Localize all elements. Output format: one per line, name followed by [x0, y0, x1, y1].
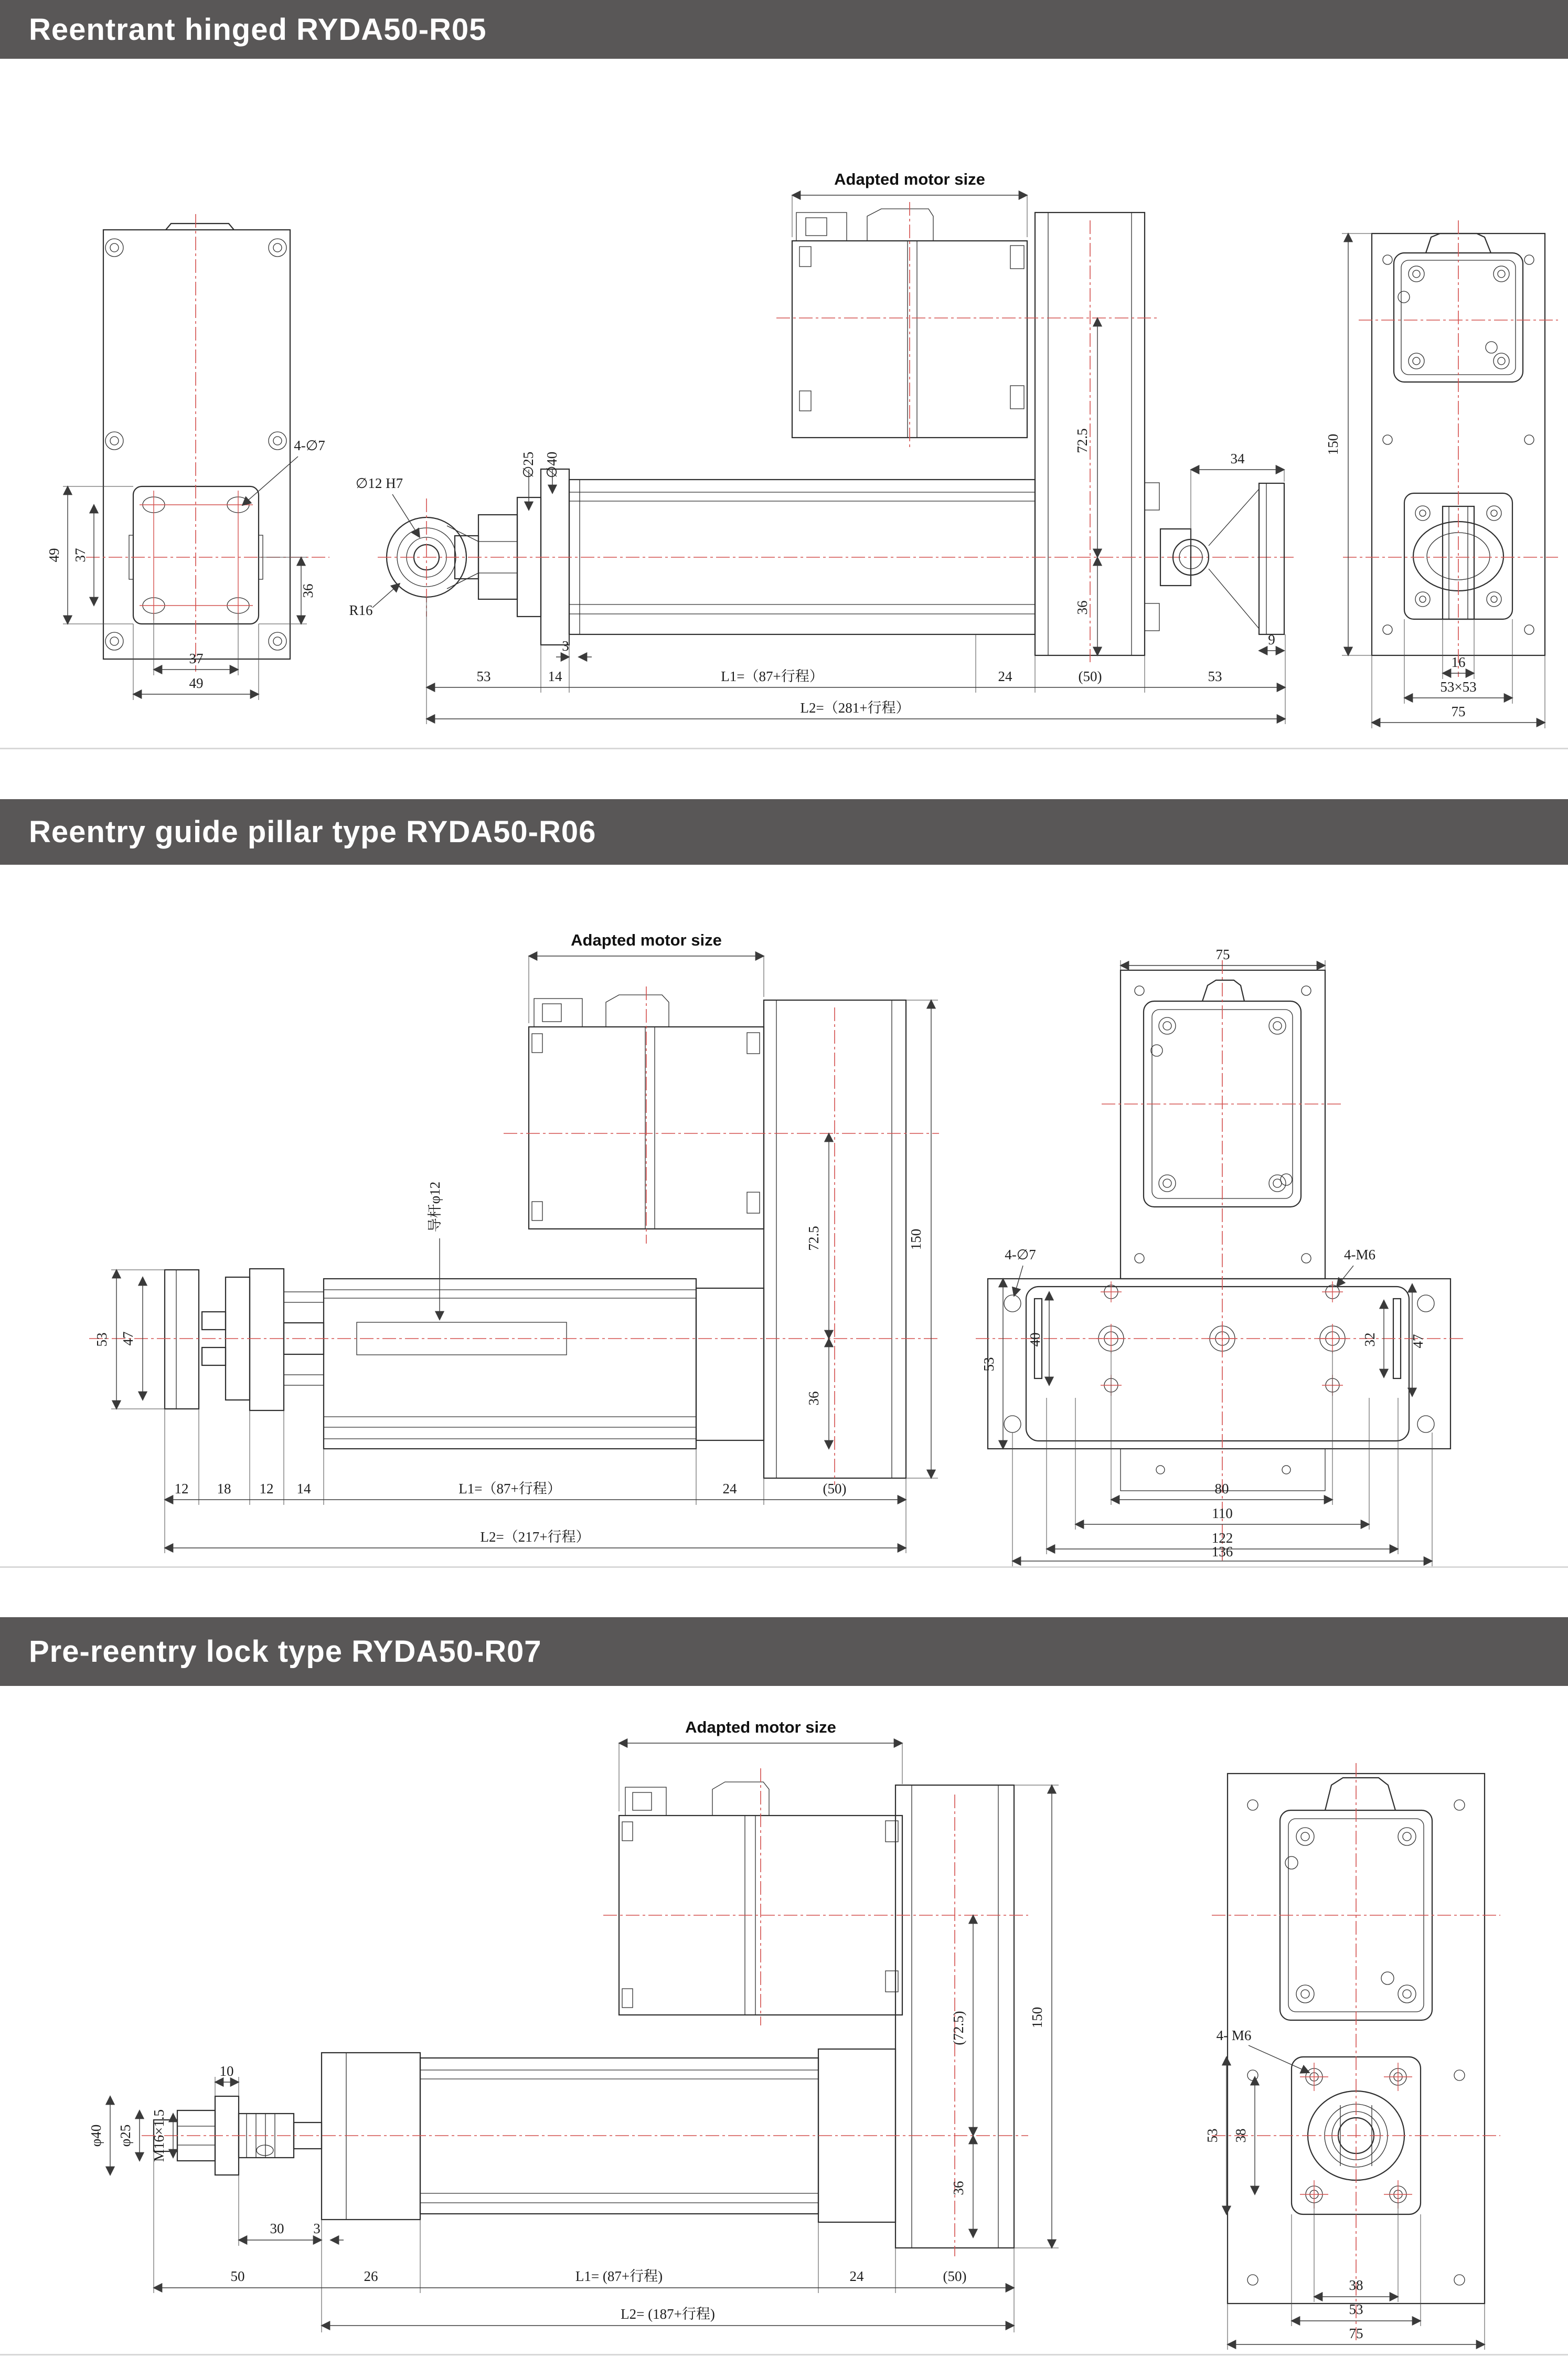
dim-75: 75	[1451, 704, 1466, 719]
dim-72-5: 72.5	[806, 1226, 822, 1251]
motor-flange-screws	[1151, 1017, 1292, 1192]
dim-72-5: (72.5)	[951, 2011, 966, 2045]
label-eye-radius: R16	[349, 602, 373, 618]
r07-drawing-canvas	[0, 1686, 1568, 2354]
dim-122: 122	[1211, 1530, 1233, 1546]
section-divider	[0, 1566, 1568, 1568]
dim-37-bottom: 37	[189, 651, 204, 666]
bottom-dim-chain	[426, 597, 1285, 724]
dim-110: 110	[1212, 1505, 1233, 1521]
dim-37-left: 37	[72, 548, 88, 563]
dim-l1: L1= (87+行程)	[575, 2268, 663, 2284]
dim-36: 36	[951, 2181, 966, 2195]
label-phi40: φ40	[88, 2124, 104, 2147]
dim-75: 75	[1349, 2326, 1363, 2341]
r05-drawing-canvas	[0, 59, 1568, 748]
dim-34: 34	[1230, 451, 1245, 466]
guide-pillar-assembly	[165, 1269, 324, 1410]
label-guide-rod: 导杆φ12	[427, 1181, 443, 1233]
dim-53: 53	[94, 1332, 110, 1347]
r06-drawing-canvas	[0, 865, 1568, 1566]
dim-50: 50	[230, 2268, 245, 2284]
hinge-bracket	[1145, 483, 1284, 634]
dim-l1: L1=（87+行程）	[721, 668, 824, 684]
dim-14: 14	[548, 668, 562, 684]
dim-47: 47	[1410, 1334, 1426, 1349]
dim-l1: L1=（87+行程）	[458, 1481, 561, 1497]
dim-53-bottom: 53	[1349, 2301, 1363, 2317]
dim-53x53: 53×53	[1440, 679, 1477, 695]
section-header-r07	[0, 1617, 1568, 1686]
dim-24: 24	[722, 1481, 737, 1497]
dim-18: 18	[217, 1481, 231, 1497]
r05-side-view	[349, 170, 1296, 724]
dim-30: 30	[270, 2221, 284, 2236]
dim-16: 16	[1451, 654, 1466, 670]
r06-side-view	[89, 931, 939, 1553]
dim-136: 136	[1211, 1544, 1233, 1559]
dim-80: 80	[1214, 1481, 1229, 1497]
label-4-d7: 4-∅7	[294, 438, 325, 453]
dim-12a: 12	[174, 1481, 189, 1497]
dim-14: 14	[296, 1481, 311, 1497]
dim-49-left: 49	[46, 548, 62, 563]
dim-10: 10	[219, 2063, 234, 2079]
dim-75: 75	[1215, 947, 1230, 962]
dim-53: 53	[981, 1357, 997, 1372]
dim-40: 40	[1027, 1332, 1043, 1347]
dim-150: 150	[1325, 433, 1341, 455]
dim-paren-50: (50)	[943, 2268, 967, 2284]
r07-end-view	[1204, 1763, 1500, 2350]
section-header-r05	[0, 0, 1568, 59]
dim-36-right: 36	[300, 583, 316, 598]
dim-36: 36	[1074, 600, 1090, 615]
dim-150: 150	[908, 1228, 924, 1250]
dim-l2: L2=（217+行程）	[480, 1529, 590, 1545]
dim-l2: L2= (187+行程)	[621, 2306, 715, 2322]
dim-9: 9	[1268, 632, 1275, 648]
dim-26: 26	[364, 2268, 378, 2284]
dim-47: 47	[120, 1331, 136, 1346]
carriage-plate	[988, 1279, 1450, 1449]
motor-flange-screws	[1398, 266, 1509, 369]
dim-72-5: 72.5	[1074, 428, 1090, 453]
r05-front-view	[46, 214, 329, 700]
dim-24: 24	[998, 668, 1012, 684]
dim-53-left: 53	[476, 668, 491, 684]
label-4-m6: 4-M6	[1344, 1247, 1375, 1262]
dim-12b: 12	[259, 1481, 274, 1497]
label-4-d7: 4-∅7	[1005, 1247, 1036, 1262]
section-title-r06: Reentry guide pillar type RYDA50-R06	[29, 815, 596, 849]
dim-32: 32	[1362, 1332, 1378, 1347]
bottom-dim-chain	[154, 2151, 1014, 2332]
dim-53-left: 53	[1204, 2128, 1220, 2143]
bottom-dim-chain	[165, 1409, 906, 1553]
page-bottom-divider	[0, 2354, 1568, 2355]
label-phi25: φ25	[118, 2124, 133, 2147]
dim-3: 3	[562, 638, 569, 654]
label-adapted-motor-size: Adapted motor size	[834, 170, 985, 188]
section-title-r05: Reentrant hinged RYDA50-R05	[29, 12, 487, 47]
section-title-r07: Pre-reentry lock type RYDA50-R07	[29, 1635, 542, 1669]
dim-150: 150	[1029, 2007, 1045, 2029]
dim-paren-50: (50)	[1078, 668, 1102, 684]
cylinder-body	[324, 1279, 764, 1449]
label-rod-25: ∅25	[520, 451, 536, 479]
dim-49-bottom: 49	[189, 675, 204, 691]
dim-38-left: 38	[1233, 2128, 1249, 2143]
label-eye-bore: ∅12 H7	[355, 475, 403, 491]
plate-holes	[1135, 986, 1311, 1263]
r06-top-view	[976, 947, 1464, 1566]
dim-53-right: 53	[1208, 668, 1222, 684]
label-flange-40: ∅40	[544, 451, 560, 479]
dim-paren-50: (50)	[823, 1481, 847, 1497]
section-divider	[0, 748, 1568, 749]
label-m16: M16×1.5	[151, 2109, 167, 2162]
dim-24: 24	[849, 2268, 864, 2284]
section-header-r06	[0, 799, 1568, 865]
label-adapted-motor-size: Adapted motor size	[571, 931, 722, 949]
label-4-m6: 4- M6	[1216, 2028, 1252, 2043]
dim-38-bottom: 38	[1349, 2277, 1363, 2293]
dim-l2: L2=（281+行程）	[800, 700, 910, 716]
dim-36: 36	[806, 1391, 822, 1406]
r05-end-view	[1325, 220, 1558, 728]
label-adapted-motor-size: Adapted motor size	[685, 1718, 836, 1736]
r07-side-view	[88, 1718, 1059, 2332]
dim-3: 3	[313, 2221, 321, 2236]
